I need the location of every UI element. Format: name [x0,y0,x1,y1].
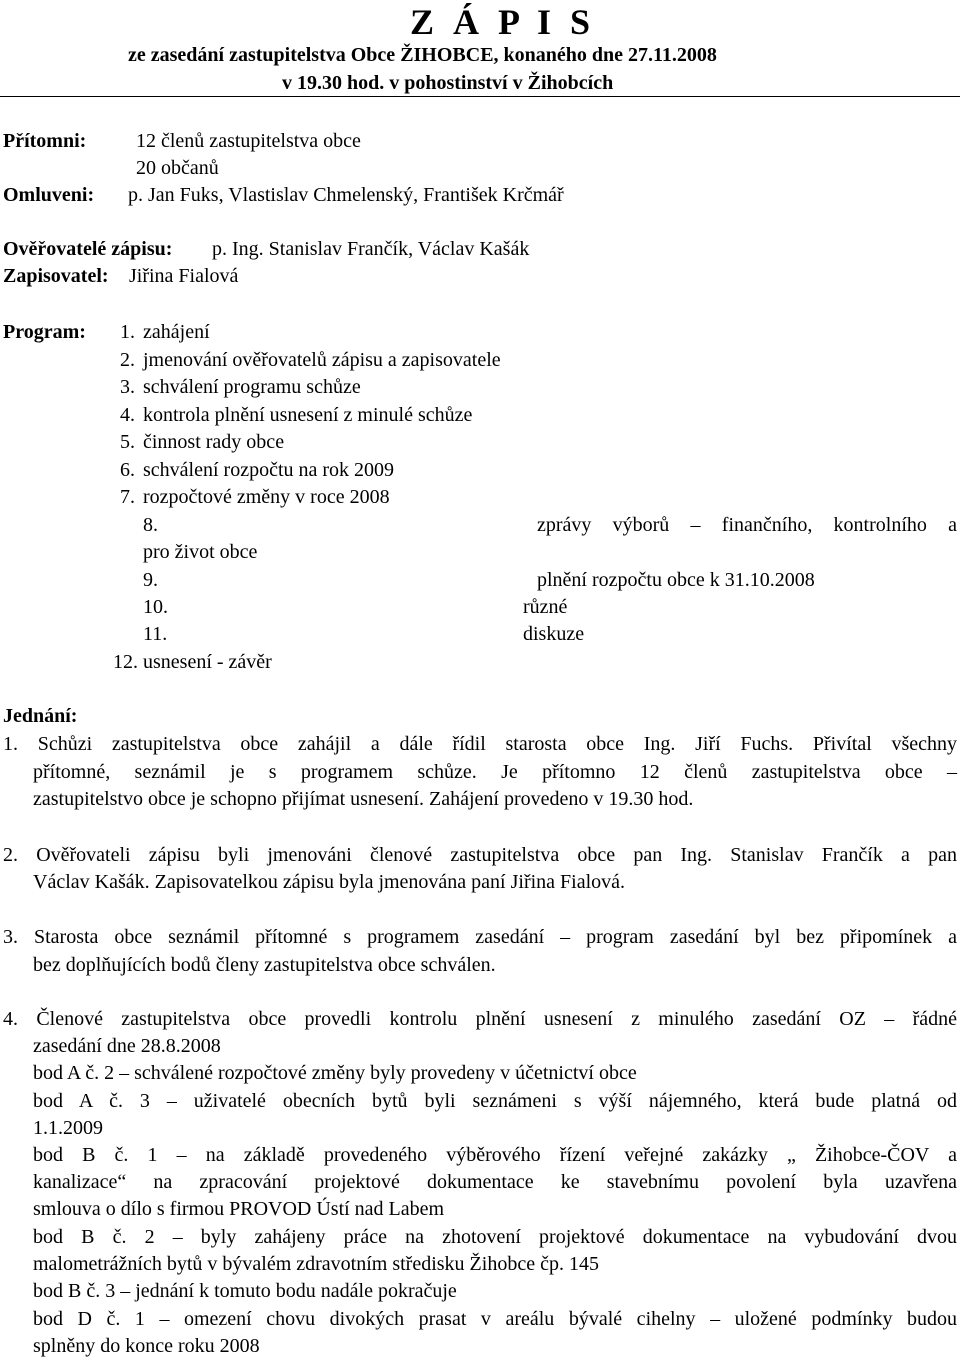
program-item-11-text: diskuze [523,623,585,645]
program-item-10-text: různé [523,596,568,618]
program-item-11-num: 11. [143,623,168,645]
paragraph-4-line: bod B č. 2 – byly zahájeny práce na zhotovení projektové dokumentace na vybudování dvou [33,1226,957,1248]
paragraph-4-line: bod B č. 3 – jednání k tomuto bodu nadále pokračuje [33,1280,457,1302]
paragraph-1-line: přítomné, seznámil je s programem schůze. Je přítomno 12 členů zastupitelstva obce – [33,761,957,783]
excused-names: p. Jan Fuks, Vlastislav Chmelenský, František Krčmář [128,184,564,206]
program-item-12-num: 12. [113,651,138,673]
paragraph-4-line: bod A č. 3 – uživatelé obecních bytů byli seznámeni s výší nájemného, která bude platná od [33,1090,957,1112]
program-item-7-text: rozpočtové změny v roce 2008 [143,486,390,508]
paragraph-2-line: Václav Kašák. Zapisovatelkou zápisu byla jmenována paní Jiřina Fialová. [33,871,626,893]
program-item-12-text: usnesení - závěr [143,651,272,673]
paragraph-1-line: zastupitelstvo obce je schopno přijímat usnesení. Zahájení provedeno v 19.30 hod. [33,788,694,810]
paragraph-4-line: 4. Členové zastupitelstva obce provedli kontrolu plnění usnesení z minulého zasedání OZ – řádné [3,1008,957,1030]
proceedings-label: Jednání: [3,705,78,727]
paragraph-4-line: smlouva o dílo s firmou PROVOD Ústí nad Labem [33,1198,445,1220]
paragraph-4-line: kanalizace“ na zpracování projektové dokumentace ke stavebnímu povolení byla uzavřena [33,1171,957,1193]
program-item-6-text: schválení rozpočtu na rok 2009 [143,459,395,481]
program-item-10-num: 10. [143,596,168,618]
paragraph-4-line: zasedání dne 28.8.2008 [33,1035,221,1057]
paragraph-1-line: 1. Schůzi zastupitelstva obce zahájil a dále řídil starosta obce Ing. Jiří Fuchs. Přivítal všechny [3,733,957,755]
paragraph-3-line: 3. Starosta obce seznámil přítomné s programem zasedání – program zasedání byl bez připomínek a [3,926,957,948]
paragraph-4-line: malometrážních bytů v bývalém zdravotním středisku Žihobce čp. 145 [33,1253,599,1275]
program-item-8-num: 8. [143,514,158,536]
paragraph-4-line: splněny do konce roku 2008 [33,1335,260,1357]
program-item-7-num: 7. [120,486,135,508]
document-title: Z Á P I S [410,2,596,42]
recorder-name: Jiřina Fialová [129,265,239,287]
program-item-5-num: 5. [120,431,135,453]
recorder-label: Zapisovatel: [3,265,109,287]
program-label: Program: [3,321,86,343]
paragraph-4-line: bod D č. 1 – omezení chovu divokých prasat v areálu bývalé cihelny – uložené podmínky budou [33,1308,957,1330]
program-item-4-num: 4. [120,404,135,426]
program-item-4-text: kontrola plnění usnesení z minulé schůze [143,404,473,426]
program-item-3-num: 3. [120,376,135,398]
document-subtitle-line2: v 19.30 hod. v pohostinství v Žihobcích [282,72,614,94]
program-item-5-text: činnost rady obce [143,431,285,453]
paragraph-4-line: bod B č. 1 – na základě provedeného výběrového řízení veřejné zakázky „ Žihobce-ČOV a [33,1144,957,1166]
present-citizens: 20 občanů [136,157,219,179]
excused-label: Omluveni: [3,184,95,206]
program-item-2-num: 2. [120,349,135,371]
program-item-2-text: jmenování ověřovatelů zápisu a zapisovatele [143,349,501,371]
verifiers-names: p. Ing. Stanislav Frančík, Václav Kašák [212,238,530,260]
paragraph-2-line: 2. Ověřovateli zápisu byli jmenováni členové zastupitelstva obce pan Ing. Stanislav Frančík a pan [3,844,957,866]
program-item-8-text: zprávy výborů – finančního, kontrolního a [537,514,957,536]
present-members: 12 členů zastupitelstva obce [136,130,361,152]
verifiers-label: Ověřovatelé zápisu: [3,238,173,260]
program-item-6-num: 6. [120,459,135,481]
present-label: Přítomni: [3,130,87,152]
program-item-3-text: schválení programu schůze [143,376,361,398]
program-item-1-text: zahájení [143,321,210,343]
paragraph-3-line: bez doplňujících bodů členy zastupitelstva obce schválen. [33,954,496,976]
document-subtitle-line1: ze zasedání zastupitelstva Obce ŽIHOBCE, konaného dne 27.11.2008 [128,44,717,66]
program-item-9-num: 9. [143,569,158,591]
program-item-8-continuation: pro život obce [143,541,258,563]
paragraph-4-line: bod A č. 2 – schválené rozpočtové změny byly provedeny v účetnictví obce [33,1062,637,1084]
program-item-9-text: plnění rozpočtu obce k 31.10.2008 [537,569,815,591]
program-item-1-num: 1. [120,321,135,343]
header-divider [0,96,960,97]
paragraph-4-line: 1.1.2009 [33,1117,103,1139]
